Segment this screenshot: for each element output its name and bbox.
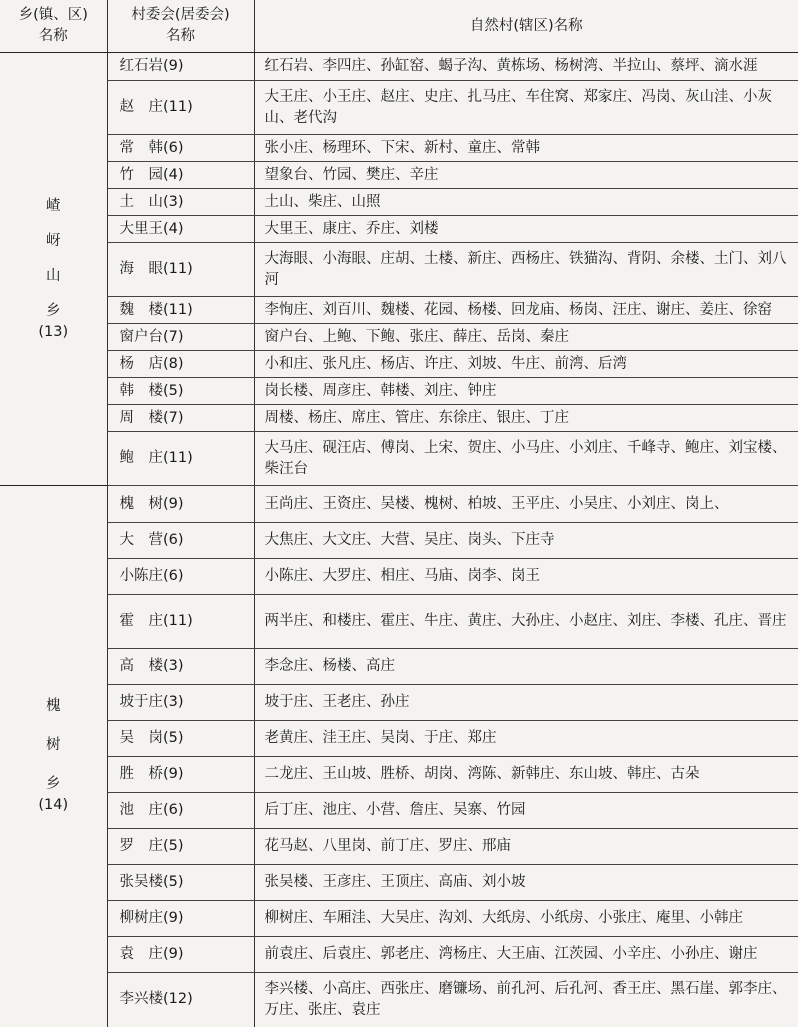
natural-village-names: 李念庄、杨楼、高庄 (254, 649, 798, 685)
township-village-count: (14) (38, 797, 69, 814)
natural-village-names: 大王庄、小王庄、赵庄、史庄、扎马庄、车住窝、郑家庄、冯岗、灰山洼、小灰山、老代沟 (254, 81, 798, 135)
table-row (0, 649, 798, 685)
village-committee-name: 李兴楼(12) (107, 973, 254, 1027)
natural-village-names: 小陈庄、大罗庄、相庄、马庙、岗李、岗王 (254, 559, 798, 595)
village-committee-name: 周 楼(7) (107, 405, 254, 432)
village-committee-name: 小陈庄(6) (107, 559, 254, 595)
village-committee-name: 常 韩(6) (107, 135, 254, 162)
table-row (0, 405, 798, 432)
township-name-char: 树 (46, 737, 61, 754)
natural-village-names: 小和庄、张凡庄、杨店、许庄、刘坡、牛庄、前湾、后湾 (254, 351, 798, 378)
township-name-char: 岈 (46, 232, 61, 249)
table-row (0, 135, 798, 162)
natural-village-names: 土山、柴庄、山照 (254, 189, 798, 216)
natural-village-names: 花马赵、八里岗、前丁庄、罗庄、邢庙 (254, 829, 798, 865)
township-cell (0, 486, 107, 1027)
natural-village-names: 老黄庄、洼王庄、吴岗、于庄、郑庄 (254, 721, 798, 757)
village-committee-name: 坡于庄(3) (107, 685, 254, 721)
village-committee-name: 窗户台(7) (107, 324, 254, 351)
natural-village-names: 大焦庄、大文庄、大营、吴庄、岗头、下庄寺 (254, 523, 798, 559)
township-village-count: (13) (38, 323, 69, 340)
township-name-char: 槐 (46, 698, 61, 715)
table-row (0, 486, 798, 523)
village-committee-name: 红石岩(9) (107, 53, 254, 81)
village-committee-name: 大里王(4) (107, 216, 254, 243)
township-name-char: 乡 (46, 776, 61, 793)
table-row (0, 937, 798, 973)
natural-village-names: 大海眼、小海眼、庄胡、土楼、新庄、西杨庄、铁猫沟、背阴、余楼、土门、刘八河 (254, 243, 798, 297)
table-row (0, 243, 798, 297)
township-name-char: 山 (46, 267, 61, 284)
natural-village-names: 二龙庄、王山坡、胜桥、胡岗、湾陈、新韩庄、东山坡、韩庄、古朵 (254, 757, 798, 793)
table-row (0, 53, 798, 81)
table-row (0, 189, 798, 216)
table-row (0, 973, 798, 1027)
natural-village-names: 岗长楼、周彦庄、韩楼、刘庄、钟庄 (254, 378, 798, 405)
natural-village-names: 张小庄、杨理环、下宋、新村、童庄、常韩 (254, 135, 798, 162)
table-row (0, 297, 798, 324)
village-committee-name: 池 庄(6) (107, 793, 254, 829)
natural-village-names: 李兴楼、小高庄、西张庄、磨镰场、前孔河、后孔河、香王庄、黑石崖、郭李庄、万庄、张庄、袁庄 (264, 980, 787, 1018)
village-committee-name: 罗 庄(5) (107, 829, 254, 865)
natural-village-names: 李恂庄、刘百川、魏楼、花园、杨楼、回龙庙、杨岗、汪庄、谢庄、姜庄、徐窑 (254, 297, 798, 324)
village-committee-name: 赵 庄(11) (107, 81, 254, 135)
village-committee-name: 海 眼(11) (107, 243, 254, 297)
table-row (0, 829, 798, 865)
table-header-row (0, 0, 798, 53)
table-row (0, 721, 798, 757)
natural-village-names: 大里王、康庄、乔庄、刘楼 (254, 216, 798, 243)
table-row (0, 793, 798, 829)
natural-village-names: 后丁庄、池庄、小营、詹庄、吴寨、竹园 (254, 793, 798, 829)
natural-village-names: 柳树庄、车厢洼、大吴庄、沟刘、大纸房、小纸房、小张庄、庵里、小韩庄 (254, 901, 798, 937)
village-committee-name: 鲍 庄(11) (107, 432, 254, 486)
village-committee-name: 韩 楼(5) (107, 378, 254, 405)
header-township-line1: 乡(镇、区) (18, 7, 88, 23)
natural-village-names: 王尚庄、王资庄、吴楼、槐树、柏坡、王平庄、小吴庄、小刘庄、岗上、 (254, 486, 798, 523)
header-natural-village: 自然村(辖区)名称 (254, 0, 798, 53)
table-row (0, 162, 798, 189)
header-township (0, 0, 107, 53)
header-village-committee (107, 0, 254, 53)
village-committee-name: 柳树庄(9) (107, 901, 254, 937)
village-committee-name: 土 山(3) (107, 189, 254, 216)
table-row (0, 523, 798, 559)
table-row (0, 901, 798, 937)
natural-village-names: 大马庄、砚汪店、傅岗、上宋、贺庄、小马庄、小刘庄、千峰寺、鲍庄、刘宝楼、柴汪台 (254, 432, 798, 486)
table-row (0, 685, 798, 721)
village-committee-name: 魏 楼(11) (107, 297, 254, 324)
natural-village-names: 前袁庄、后袁庄、郭老庄、湾杨庄、大王庙、江茨园、小辛庄、小孙庄、谢庄 (254, 937, 798, 973)
village-committee-name: 张吴楼(5) (107, 865, 254, 901)
village-committee-name: 槐 树(9) (107, 486, 254, 523)
header-township-line2: 名称 (38, 28, 68, 44)
village-committee-name: 高 楼(3) (107, 649, 254, 685)
village-committee-name: 杨 店(8) (107, 351, 254, 378)
table-row (0, 324, 798, 351)
natural-village-names: 张吴楼、王彦庄、王顶庄、高庙、刘小坡 (254, 865, 798, 901)
natural-village-names: 红石岩、李四庄、孙缸窑、蝎子沟、黄栋场、杨树湾、半拉山、蔡坪、滴水涯 (254, 53, 798, 81)
village-committee-name: 霍 庄(11) (107, 595, 254, 649)
township-name-char: 嵖 (46, 197, 61, 214)
natural-village-names: 周楼、杨庄、席庄、管庄、东徐庄、银庄、丁庄 (254, 405, 798, 432)
township-cell (0, 53, 107, 486)
table-row (0, 216, 798, 243)
table-row (0, 559, 798, 595)
natural-village-names: 坡于庄、王老庄、孙庄 (254, 685, 798, 721)
village-committee-name: 胜 桥(9) (107, 757, 254, 793)
header-village-line1: 村委会(居委会) (131, 7, 230, 23)
village-committee-name: 袁 庄(9) (107, 937, 254, 973)
table-row (0, 595, 798, 649)
table-row (0, 432, 798, 486)
header-village-line2: 名称 (166, 28, 195, 44)
natural-village-names: 窗户台、上鲍、下鲍、张庄、薛庄、岳岗、秦庄 (254, 324, 798, 351)
table-row (0, 81, 798, 135)
village-committee-name: 竹 园(4) (107, 162, 254, 189)
natural-village-names: 望象台、竹园、樊庄、辛庄 (254, 162, 798, 189)
natural-village-names: 两半庄、和楼庄、霍庄、牛庄、黄庄、大孙庄、小赵庄、刘庄、李楼、孔庄、晋庄 (254, 595, 798, 649)
table-row (0, 378, 798, 405)
table-row (0, 865, 798, 901)
table-row (0, 757, 798, 793)
table-row (0, 351, 798, 378)
village-committee-name: 大 营(6) (107, 523, 254, 559)
village-committee-name: 吴 岗(5) (107, 721, 254, 757)
township-name-char: 乡 (46, 302, 61, 319)
